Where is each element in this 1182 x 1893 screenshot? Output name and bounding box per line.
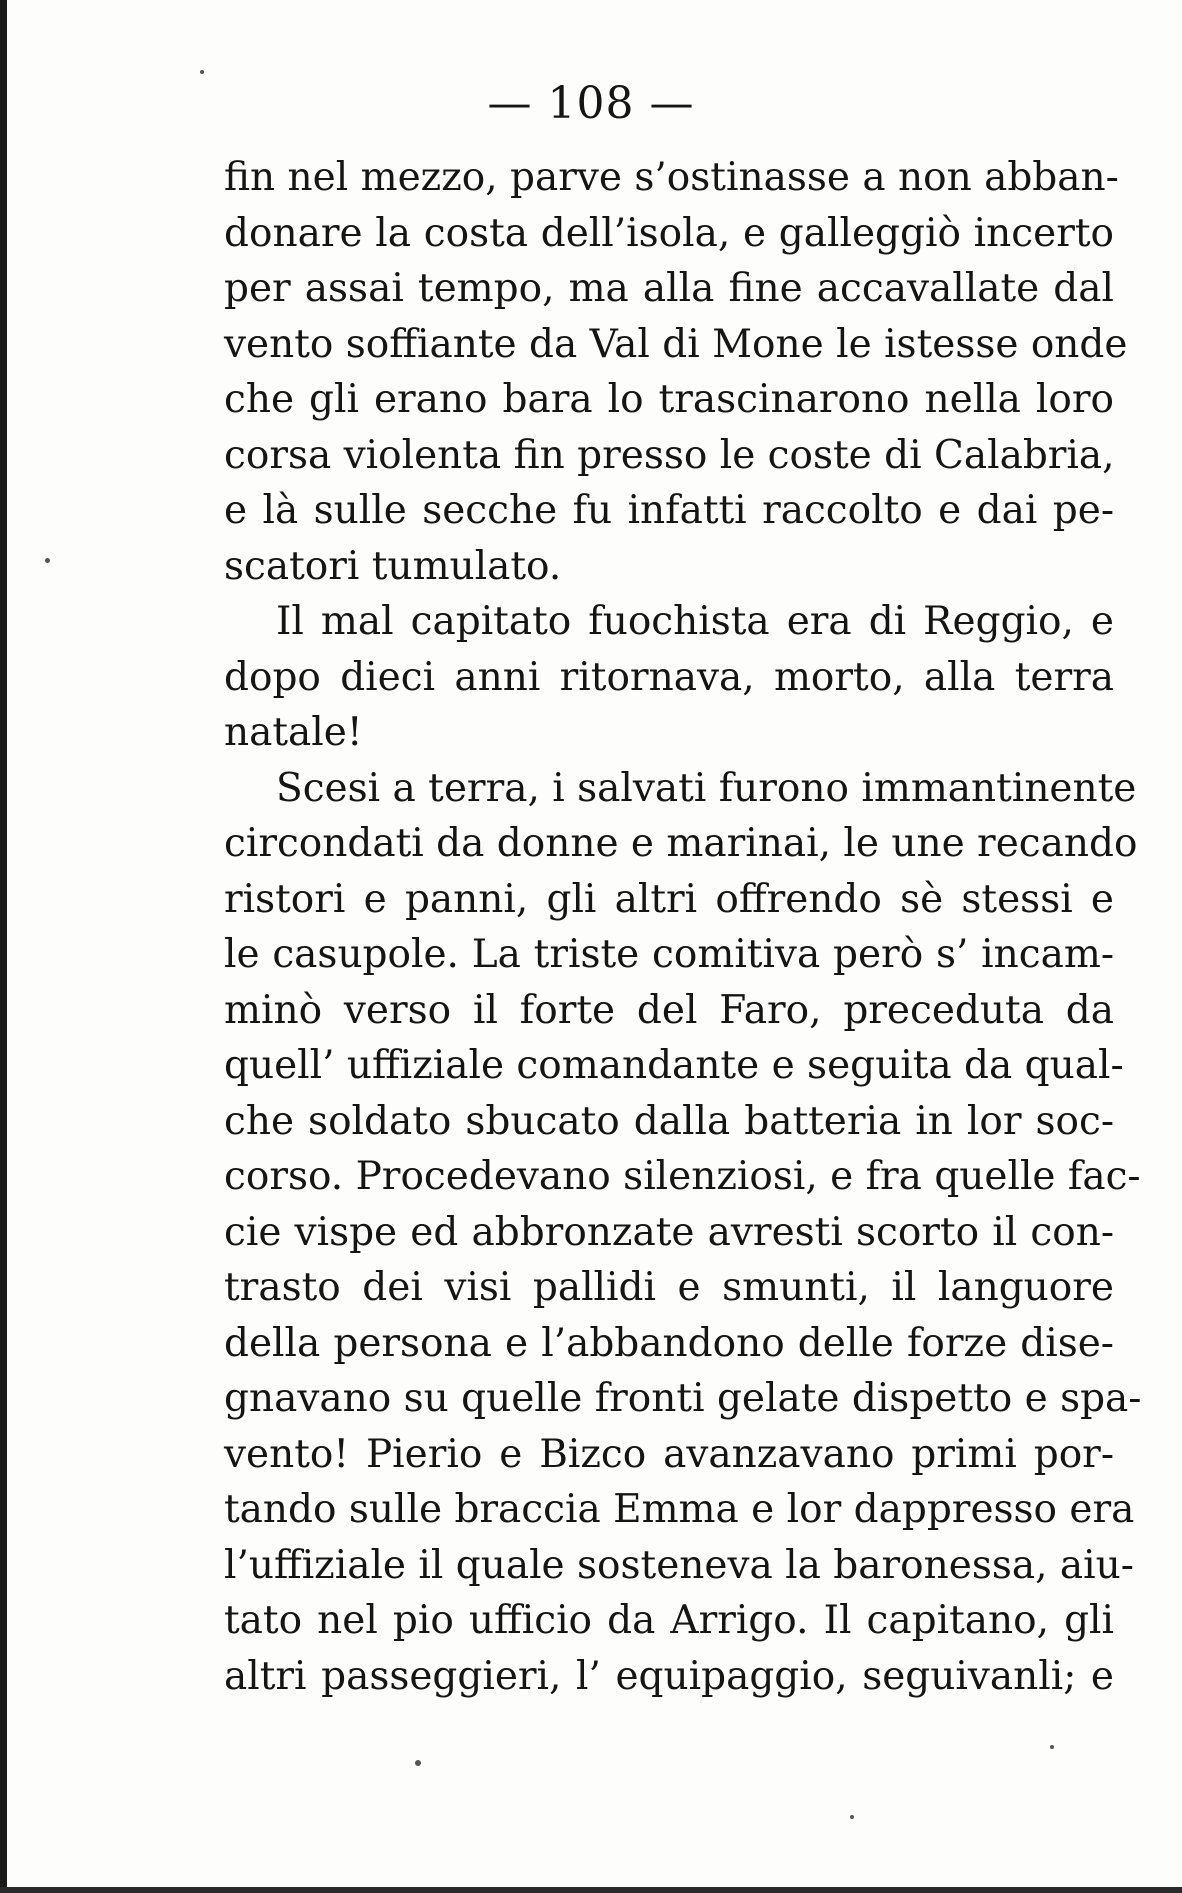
scan-speck bbox=[200, 70, 204, 74]
text-line: della persona e l’abbandono delle forze dise- bbox=[224, 1320, 1114, 1366]
text-line: cie vispe ed abbronzate avresti scorto il con- bbox=[224, 1209, 1114, 1255]
text-line: ristori e panni, gli altri offrendo sè stessi e bbox=[224, 876, 1114, 922]
page-bottom-edge bbox=[0, 1887, 1182, 1893]
text-line: tato nel pio ufficio da Arrigo. Il capitano, gli bbox=[224, 1598, 1114, 1643]
text-line: che gli erano bara lo trascinarono nella loro bbox=[224, 377, 1114, 422]
text-line: l’uffiziale il quale sosteneva la baronessa, aiu- bbox=[224, 1542, 1134, 1588]
text-line: corsa violenta fin presso le coste di Calabria, bbox=[224, 432, 1115, 478]
text-line: circondati da donne e marinai, le une recando bbox=[224, 821, 1138, 866]
scan-speck bbox=[1050, 1745, 1054, 1749]
text-line: quell’ uffiziale comandante e seguita da qual- bbox=[224, 1043, 1124, 1088]
text-line: natale! bbox=[224, 710, 363, 755]
scan-speck bbox=[415, 1760, 421, 1766]
page-number: — 108 — bbox=[487, 78, 695, 129]
text-line: dopo dieci anni ritornava, morto, alla terra bbox=[224, 654, 1114, 700]
scan-speck bbox=[45, 558, 50, 563]
text-line: e là sulle secche fu infatti raccolto e dai pe- bbox=[224, 488, 1114, 533]
text-line: gnavano su quelle fronti gelate dispetto e spa- bbox=[224, 1376, 1142, 1421]
text-line: donare la costa dell’isola, e galleggiò incerto bbox=[224, 210, 1114, 256]
scan-speck bbox=[850, 1815, 854, 1819]
text-line: trasto dei visi pallidi e smunti, il languore bbox=[224, 1265, 1114, 1310]
body-text bbox=[224, 150, 1142, 1704]
text-line: scatori tumulato. bbox=[224, 543, 562, 589]
text-line: corso. Procedevano silenziosi, e fra quelle fac- bbox=[224, 1154, 1141, 1199]
text-line: le casupole. La triste comitiva però s’ incam- bbox=[224, 932, 1114, 977]
page-left-edge bbox=[0, 0, 7, 1893]
text-line: altri passeggieri, l’ equipaggio, seguivanli; e bbox=[224, 1653, 1114, 1699]
text-line: Scesi a terra, i salvati furono immantinente bbox=[276, 765, 1137, 811]
text-line: Il mal capitato fuochista era di Reggio, e bbox=[276, 599, 1114, 644]
text-line: minò verso il forte del Faro, preceduta da bbox=[224, 987, 1114, 1033]
text-line: vento soffiante da Val di Mone le istesse onde bbox=[224, 321, 1128, 367]
text-line: tando sulle braccia Emma e lor dappresso era bbox=[224, 1487, 1135, 1532]
text-line: fin nel mezzo, parve s’ostinasse a non abban- bbox=[224, 155, 1119, 200]
text-line: per assai tempo, ma alla fine accavallate dal bbox=[224, 266, 1114, 311]
text-line: che soldato sbucato dalla batteria in lor soc- bbox=[224, 1098, 1114, 1144]
text-line: vento! Pierio e Bizco avanzavano primi por- bbox=[224, 1431, 1114, 1477]
